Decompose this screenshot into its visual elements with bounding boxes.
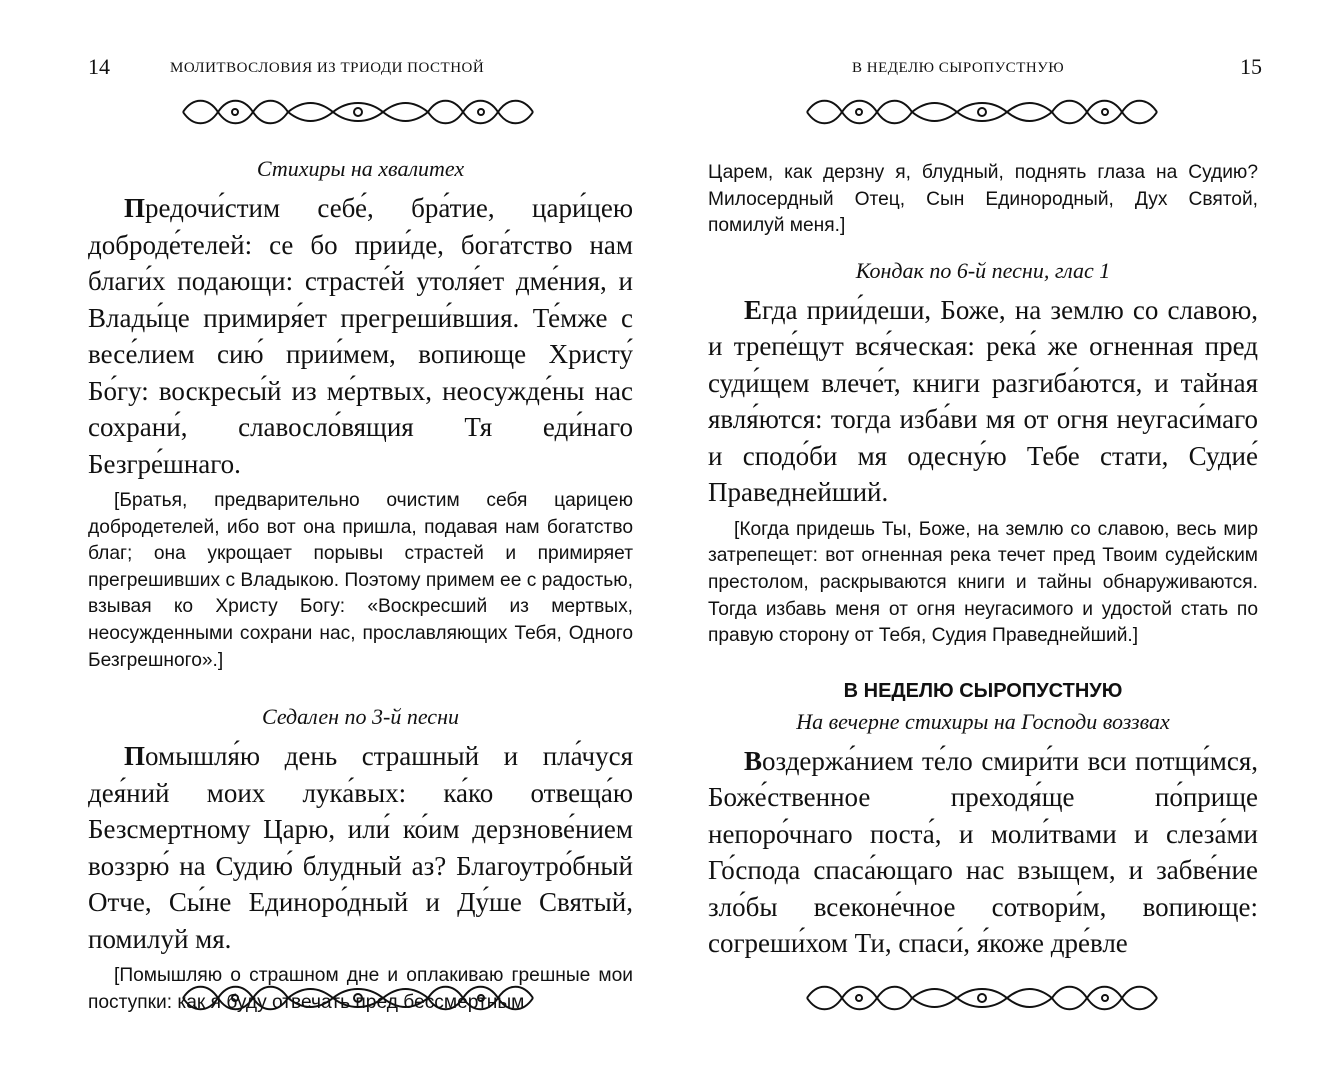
- section-heading: На вечерне стихиры на Господи воззвах: [796, 708, 1170, 734]
- running-head: В НЕДЕЛЮ СЫРОПУСТНУЮ: [852, 60, 1065, 76]
- page-number: 15: [1240, 54, 1262, 79]
- ornament-icon: [797, 978, 1167, 1018]
- translation-continuation: Царем, как дерзну я, блудный, поднять глаза на Судию? Милосердный Отец, Сын Единородный, Дух Святой, помилуй меня.]: [708, 162, 1258, 237]
- translation-text: [Братья, предварительно очистим себя царицею добродетелей, ибо вот она пришла, подавая нам богатство благ; она укрощает порывы страстей и примиряет прегрешивших с Владыкою. Поэтому примем ее с радостью, взывая ко Христу Богу: «Воскресший из мертвых, неосужденными сохрани нас, прославляющих Тебя, Одного Безгрешного».]: [88, 490, 633, 671]
- ornament-bottom: [173, 978, 543, 1018]
- ornament-top: [797, 92, 1167, 132]
- ornament-top: [173, 92, 543, 132]
- ornament-icon: [797, 92, 1167, 132]
- right-page: [702, 0, 1262, 1080]
- ornament-icon: [173, 92, 543, 132]
- slavonic-text: Предочи́стим себе́, бра́тие, цари́цею доброде́телей: се бо прии́де, бога́тство нам благи́х подающи: страсте́й утоля́ет дме́ния, и Влады́це примиря́ет прегреши́вшия. Те́мже с весе́лием сию́ прии́мем, вопиюще Христу́ Бо́гу: воскресы́й из ме́ртвых, неосужде́ны нас сохрани́, славосло́вящия Тя еди́наго Безгре́шнаго.: [88, 193, 633, 479]
- slavonic-text: Помышля́ю день страшный и пла́чуся дея́ний моих лука́вых: ка́ко отвеща́ю Безсмертному Царю, или́ ко́им дерзнове́нием воззрю́ на Судию́ блудный аз? Благоутро́бный Отче, Сы́не Единоро́дный и Ду́ше Святый, помилуй мя.: [88, 741, 633, 954]
- ornament-bottom: [797, 978, 1167, 1018]
- section-heading: Кондак по 6-й песни, глас 1: [855, 257, 1111, 283]
- translation-text: [Когда придешь Ты, Боже, на землю со славою, весь мир затрепещет: вот огненная река течет пред Твоим судейским престолом, раскрываются книги и тайны обнаруживаются. Тогда избавь меня от огня неугасимого и удостой стать по правую сторону от Тебя, Судия Праведнейший.]: [708, 518, 1258, 647]
- slavonic-text: Егда прии́деши, Боже, на землю со славою, и трепе́щут вся́ческая: река́ же огненная пред суди́щем влече́т, книги разгиба́ются, и тайная явля́ются: тогда изба́ви мя от огня неугаси́маго и сподо́би мя одесну́ю Тебе стати, Судие́ Праведнейший.: [708, 294, 1258, 508]
- section-heading: Стихиры на хвалитех: [256, 156, 465, 181]
- section-heading: Седален по 3-й песни: [262, 704, 459, 730]
- slavonic-text: Воздержа́нием те́ло смири́ти вси потщи́мся, Боже́ственное преходя́ще по́прище непоро́чнаго поста́, и моли́твами и слеза́ми Го́спода спаса́ющаго нас взыщем, и забве́ние зло́бы всеконе́чное сотвори́м, вопиюще: согреши́хом Ти, спаси́, я́коже дре́вле: [708, 745, 1258, 959]
- translation-text: [Помышляю о страшном дне и оплакиваю грешные мои поступки: как я буду отвечать пред бессмертным: [88, 965, 633, 1013]
- running-head: МОЛИТВОСЛОВИЯ ИЗ ТРИОДИ ПОСТНОЙ: [170, 60, 485, 76]
- left-body: [88, 156, 633, 1016]
- right-body: [708, 160, 1258, 962]
- chapter-title: В НЕДЕЛЮ СЫРОПУСТНУЮ: [843, 679, 1123, 702]
- ornament-icon: [173, 978, 543, 1018]
- page-number: 14: [88, 54, 110, 79]
- left-page: [78, 0, 638, 1080]
